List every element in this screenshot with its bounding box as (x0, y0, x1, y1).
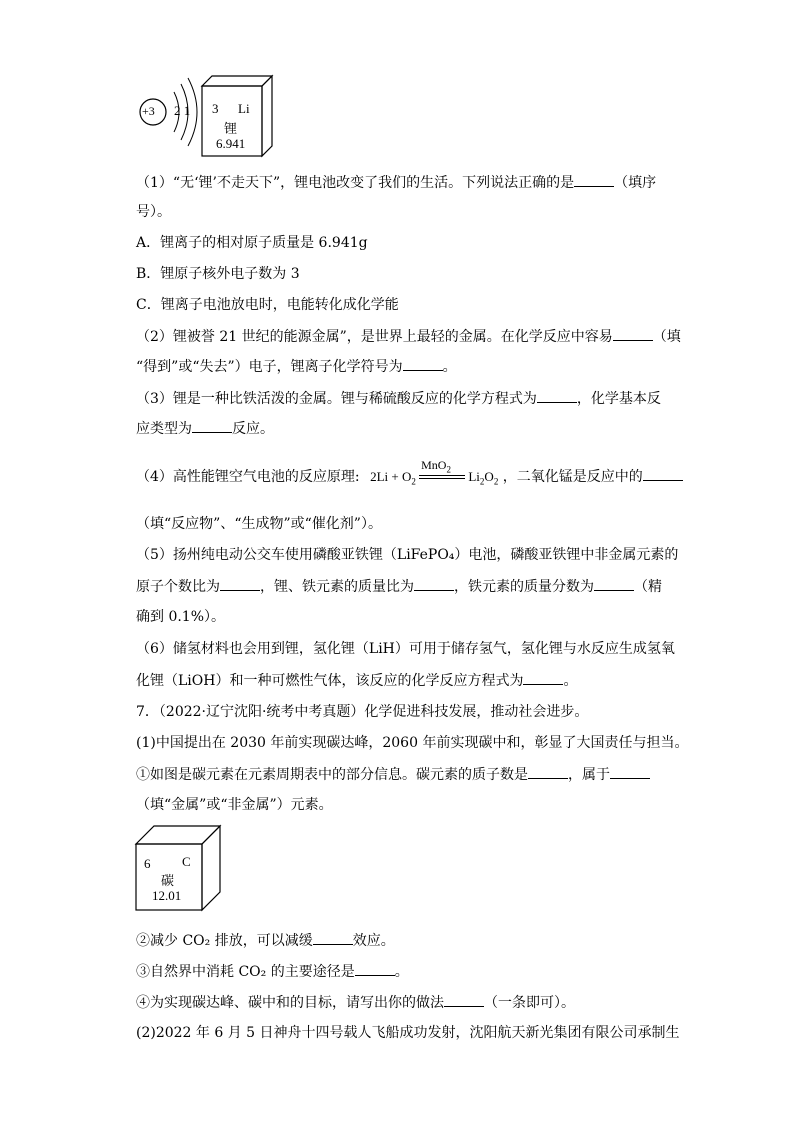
q7-blank-effect[interactable] (313, 930, 353, 945)
q7-sub1-line2: （填“金属”或“非金属”）元素。 (136, 797, 333, 813)
lithium-figure (136, 70, 296, 160)
q3-line2: 应类型为 反应。 (136, 418, 274, 439)
q1-option-b: B．锂原子核外电子数为 3 (136, 266, 300, 282)
q1-stem-cont: 号）。 (136, 204, 171, 220)
carbon-name: 碳 (161, 873, 175, 888)
q1-stem: （1）“无‘锂’不走天下”，锂电池改变了我们的生活。下列说法正确的是 （填序 (136, 172, 656, 193)
q1-option-c: C．锂离子电池放电时，电能转化成化学能 (136, 297, 399, 313)
double-arrow-line (419, 475, 465, 476)
q6-line1: （6）储氢材料也会用到锂，氢化锂（LiH）可用于储存氢气，氢化锂与水反应生成氢氧 (136, 641, 675, 657)
q3-line1: （3）锂是一种比铁活泼的金属。锂与稀硫酸反应的化学方程式为 ，化学基本反 (136, 388, 661, 409)
q7-blank-route[interactable] (355, 961, 395, 976)
q7-part2: (2)2022 年 6 月 5 日神舟十四号载人飞船成功发射，沈阳航天新光集团有限公司承制生 (136, 1025, 680, 1041)
q2-blank-1[interactable] (613, 326, 653, 341)
q4-line1: （4）高性能锂空气电池的反应原理: $2Li + O_2$ MnO$_2$ $Li_2O_2$ ，二氧化锰是反应中的 (136, 466, 683, 492)
q3-blank-2[interactable] (192, 418, 232, 433)
carbon-symbol: C (182, 854, 191, 869)
q5-line2: 原子个数比为 ，锂、铁元素的质量比为 ，铁元素的质量分数为 （精 (136, 576, 662, 597)
q1-answer-blank[interactable] (574, 172, 614, 187)
q7-sub2: ②减少 CO₂ 排放，可以减缓 效应。 (136, 930, 395, 951)
q7-part1: (1)中国提出在 2030 年前实现碳达峰，2060 年前实现碳中和，彰显了大国责任与担当。 (136, 735, 689, 751)
q4-line2: （填“反应物”、“生成物”或“催化剂”）。 (136, 516, 382, 532)
q2-line2: “得到”或“失去”）电子，锂离子化学符号为 。 (136, 356, 457, 377)
q7-sub1-line1: ①如图是碳元素在元素周期表中的部分信息。碳元素的质子数是 ，属于 (136, 764, 650, 785)
q5-blank-3[interactable] (594, 576, 634, 591)
q7-sub4: ④为实现碳达峰、碳中和的目标，请写出你的做法 （一条即可）。 (136, 992, 575, 1013)
q3-blank-1[interactable] (537, 388, 577, 403)
lithium-name: 锂 (224, 121, 238, 136)
q2-line1: （2）锂被誉 21 世纪的能源金属”，是世界上最轻的金属。在化学反应中容易 （填 (136, 326, 681, 347)
nucleus-charge: +3 (142, 104, 155, 118)
lithium-mass: 6.941 (216, 136, 246, 151)
lithium-symbol: Li (238, 101, 250, 116)
q2-blank-2[interactable] (403, 356, 443, 371)
q4-blank[interactable] (643, 466, 683, 481)
q5-line1: （5）扬州纯电动公交车使用磷酸亚铁锂（LiFePO₄）电池，磷酸亚铁锂中非金属元素的 (136, 547, 679, 563)
electron-shells: 2 1 (174, 103, 191, 118)
q7-blank-action[interactable] (444, 992, 484, 1007)
catalyst-label: MnO$_2$ (421, 458, 451, 475)
q7-blank-proton[interactable] (528, 764, 568, 779)
lithium-atomic-number: 3 (212, 101, 219, 116)
q6-line2: 化锂（LiOH）和一种可燃性气体，该反应的化学反应方程式为 。 (136, 670, 577, 691)
q5-blank-1[interactable] (220, 576, 260, 591)
carbon-atomic-number: 6 (144, 856, 151, 871)
carbon-mass: 12.01 (152, 888, 182, 903)
carbon-element-cell (134, 824, 224, 914)
q7-blank-type[interactable] (610, 764, 650, 779)
q5-line3: 确到 0.1%）。 (136, 609, 226, 625)
q1-option-a: A．锂离子的相对原子质量是 6.941g (136, 235, 368, 251)
q7-sub3: ③自然界中消耗 CO₂ 的主要途径是 。 (136, 961, 409, 982)
q7-header: 7．（2022·辽宁沈阳·统考中考真题）化学促进科技发展，推动社会进步。 (136, 704, 589, 720)
q6-blank[interactable] (523, 670, 563, 685)
q5-blank-2[interactable] (414, 576, 454, 591)
reaction-equation: $2Li + O_2$ MnO$_2$ $Li_2O_2$ (370, 467, 498, 492)
